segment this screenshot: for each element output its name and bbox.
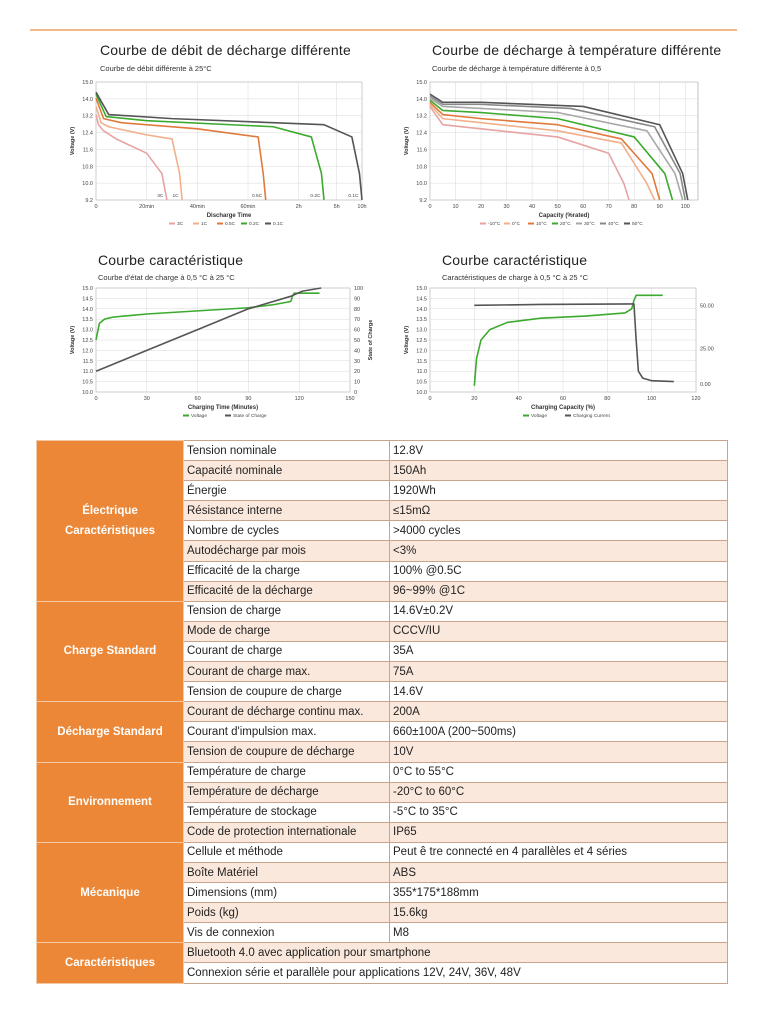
spec-value: IP65 [390, 822, 728, 842]
y-tick-label: 14.0 [82, 96, 93, 103]
y-axis-label: Voltage (V) [404, 325, 410, 355]
spec-value: 355*175*188mm [390, 883, 728, 903]
spec-value: 14.6V±0.2V [390, 601, 728, 621]
y-tick-label: 11.5 [416, 358, 427, 365]
table-row [37, 762, 728, 782]
y-tick-label: 13.2 [416, 113, 427, 120]
feature-cell: Bluetooth 4.0 avec application pour smartphone [184, 943, 728, 963]
legend-item [624, 221, 643, 227]
y-tick-label: 11.6 [416, 147, 427, 154]
spec-value: ABS [390, 862, 728, 882]
section-header [37, 702, 184, 762]
x-tick-label: 60 [559, 396, 567, 402]
spec-value: -20°C to 60°C [390, 782, 728, 802]
section-header [37, 762, 184, 842]
section-header-line: Caractéristiques [64, 524, 156, 537]
x-axis-label: Discharge Time [206, 213, 252, 219]
curve-annotation: 0.1C [348, 193, 359, 199]
x-tick-label: 40 [529, 204, 536, 210]
legend-label: 0.2C [249, 222, 260, 227]
y-tick-label: 12.0 [82, 348, 93, 355]
y2-tick-label: 30 [354, 358, 361, 365]
y-tick-label: 10.5 [82, 379, 93, 386]
spec-label: Mode de charge [184, 621, 390, 641]
chart-subtitle: Courbe d'état de charge à 0,5 °C à 25 °C [98, 273, 235, 282]
section-header-line: Mécanique [80, 886, 140, 899]
legend-label: State of Charge [233, 414, 267, 419]
spec-value: 96~99% @1C [390, 581, 728, 601]
y-tick-label: 13.5 [82, 317, 93, 324]
spec-label: Tension de coupure de décharge [184, 742, 390, 762]
spec-value: ≤15mΩ [390, 501, 728, 521]
plot-area [430, 82, 698, 200]
legend-item [241, 221, 260, 227]
spec-value: 660±100A (200~500ms) [390, 722, 728, 742]
temperature-discharge-chart [400, 40, 745, 245]
state-of-charge-chart [60, 250, 380, 430]
legend-item [217, 221, 236, 227]
x-tick-label: 5h [333, 204, 340, 210]
y-tick-label: 9.2 [419, 198, 427, 204]
table-row [37, 943, 728, 963]
table-row [37, 842, 728, 862]
y-tick-label: 12.5 [82, 338, 93, 344]
spec-label: Efficacité de la charge [184, 561, 390, 581]
spec-value: 10V [390, 742, 728, 762]
spec-label: Courant de charge [184, 641, 390, 661]
spec-value: -5°C to 35°C [390, 802, 728, 822]
spec-label: Résistance interne [184, 501, 390, 521]
x-tick-label: 0 [94, 396, 98, 402]
x-tick-label: 120 [691, 396, 701, 402]
specifications-table [36, 440, 728, 984]
spec-value: >4000 cycles [390, 521, 728, 541]
feature-cell: Connexion série et parallèle pour applications 12V, 24V, 36V, 48V [184, 963, 728, 983]
y-tick-label: 10.0 [82, 181, 93, 188]
legend-item [600, 221, 619, 227]
spec-label: Courant de décharge continu max. [184, 702, 390, 722]
x-tick-label: 30 [503, 204, 510, 210]
y-tick-label: 11.6 [82, 147, 93, 154]
spec-label: Température de décharge [184, 782, 390, 802]
spec-value: 75A [390, 662, 728, 682]
legend-label: 40°C [608, 222, 619, 227]
spec-value: 14.6V [390, 682, 728, 702]
table-row [37, 702, 728, 722]
section-header-line: Décharge Standard [57, 725, 163, 738]
top-divider [30, 29, 737, 31]
x-tick-label: 2h [295, 204, 302, 210]
x-tick-label: 120 [294, 396, 304, 402]
x-axis-label: Capacity (%rated) [538, 213, 590, 219]
legend-item [225, 413, 267, 419]
curve-annotation: 0.5C [252, 193, 263, 199]
y-tick-label: 13.2 [82, 113, 93, 120]
y-tick-label: 11.0 [82, 369, 93, 376]
x-tick-label: 100 [647, 396, 657, 402]
y-tick-label: 10.0 [82, 390, 93, 396]
y2-tick-label: 25.00 [700, 346, 714, 353]
curve-annotation: 1C [172, 193, 179, 199]
spec-value: 100% @0.5C [390, 561, 728, 581]
section-header-line: Charge Standard [63, 645, 157, 658]
x-tick-label: 70 [605, 204, 612, 210]
table-row [37, 601, 728, 621]
legend-label: 50°C [632, 222, 643, 227]
spec-label: Poids (kg) [184, 903, 390, 923]
y-tick-label: 13.5 [416, 317, 427, 324]
legend-item [523, 413, 547, 419]
x-tick-label: 90 [245, 396, 252, 402]
legend-item [528, 221, 547, 227]
y2-tick-label: 40 [354, 348, 361, 355]
x-tick-label: 90 [656, 204, 663, 210]
y-tick-label: 12.4 [416, 130, 427, 137]
y2-tick-label: 90 [354, 296, 361, 303]
y-tick-label: 10.8 [82, 164, 93, 171]
y-tick-label: 14.0 [416, 96, 427, 103]
y2-tick-label: 70 [354, 317, 361, 324]
x-tick-label: 50 [554, 204, 561, 210]
chart-title: Courbe de décharge à température différente [432, 42, 722, 58]
y-tick-label: 14.5 [82, 296, 93, 303]
legend-label: 0.1C [273, 222, 284, 227]
y-tick-label: 15.0 [82, 286, 93, 292]
spec-label: Code de protection internationale [184, 822, 390, 842]
section-header-line: Caractéristiques [64, 956, 156, 969]
x-tick-label: 40min [189, 204, 205, 210]
section-header-line: Électrique [82, 504, 138, 517]
x-axis-label: Charging Capacity (%) [530, 405, 596, 411]
spec-value: 200A [390, 702, 728, 722]
y-tick-label: 14.5 [416, 296, 427, 303]
spec-value: 1920Wh [390, 481, 728, 501]
spec-value: 12.8V [390, 441, 728, 461]
legend-label: -10°C [488, 222, 501, 227]
y2-tick-label: 0 [354, 390, 358, 396]
legend-label: Charging Current [573, 414, 610, 419]
spec-label: Vis de connexion [184, 923, 390, 943]
spec-label: Efficacité de la décharge [184, 581, 390, 601]
chart-title: Courbe caractéristique [442, 252, 588, 268]
y2-tick-label: 50 [354, 338, 361, 344]
spec-label: Tension de coupure de charge [184, 682, 390, 702]
x-tick-label: 80 [631, 204, 638, 210]
y-tick-label: 10.0 [416, 181, 427, 188]
x-tick-label: 40 [515, 396, 522, 402]
legend-item [193, 221, 208, 227]
y-tick-label: 12.4 [82, 130, 93, 137]
section-header [37, 441, 184, 602]
x-tick-label: 60 [580, 204, 587, 210]
section-header [37, 943, 184, 983]
x-tick-label: 0 [94, 204, 98, 210]
curve-annotation: 3C [157, 193, 164, 199]
section-header [37, 842, 184, 942]
y-axis-label: Voltage (V) [70, 325, 76, 355]
x-tick-label: 150 [345, 396, 355, 402]
spec-label: Tension de charge [184, 601, 390, 621]
y2-axis-label: State of Charge [368, 319, 374, 361]
spec-label: Courant de charge max. [184, 662, 390, 682]
spec-label: Capacité nominale [184, 461, 390, 481]
y-tick-label: 13.0 [82, 327, 93, 334]
chart-svg [60, 284, 380, 430]
legend-label: Voltage [191, 414, 208, 419]
charging-characteristic-chart [400, 250, 745, 430]
legend-item [480, 221, 501, 227]
x-tick-label: 100 [680, 204, 690, 210]
legend-label: 20°C [560, 222, 571, 227]
legend-item [169, 221, 184, 227]
spec-value: <3% [390, 541, 728, 561]
y-axis-label: Voltage (V) [404, 126, 410, 156]
spec-label: Boîte Matériel [184, 862, 390, 882]
legend-item [552, 221, 571, 227]
spec-label: Nombre de cycles [184, 521, 390, 541]
legend-label: 30°C [584, 222, 595, 227]
chart-subtitle: Courbe de débit différente à 25°C [100, 64, 212, 73]
y2-tick-label: 100 [354, 286, 364, 292]
chart-subtitle: Courbe de décharge à température différente à 0,5 [432, 64, 602, 73]
spec-label: Énergie [184, 481, 390, 501]
spec-value: M8 [390, 923, 728, 943]
spec-label: Cellule et méthode [184, 842, 390, 862]
legend-label: 0.5C [225, 222, 236, 227]
x-tick-label: 80 [604, 396, 611, 402]
y-axis-label: Voltage (V) [70, 126, 76, 156]
y-tick-label: 15.0 [416, 80, 427, 86]
x-tick-label: 20 [477, 204, 485, 210]
y-tick-label: 14.0 [82, 306, 93, 313]
x-tick-label: 60 [194, 396, 201, 402]
legend-label: 0°C [512, 222, 521, 227]
y-tick-label: 15.0 [82, 80, 93, 86]
y-tick-label: 11.0 [416, 369, 427, 376]
legend-label: 3C [177, 222, 184, 227]
legend-item [504, 221, 521, 227]
spec-value: 150Ah [390, 461, 728, 481]
x-tick-label: 20 [471, 396, 478, 402]
table-row [37, 441, 728, 461]
legend-label: 1C [201, 222, 208, 227]
y-tick-label: 12.5 [416, 338, 427, 344]
section-header [37, 601, 184, 701]
x-tick-label: 0 [428, 204, 432, 210]
y-tick-label: 10.8 [416, 164, 427, 171]
legend-label: 10°C [536, 222, 547, 227]
x-tick-label: 30 [143, 396, 150, 402]
legend-item [576, 221, 595, 227]
chart-svg [400, 76, 745, 245]
spec-label: Température de stockage [184, 802, 390, 822]
x-axis-label: Charging Time (Minutes) [187, 405, 259, 411]
legend-item [565, 413, 610, 419]
y-tick-label: 9.2 [85, 198, 93, 204]
spec-label: Température de charge [184, 762, 390, 782]
y2-tick-label: 60 [354, 327, 361, 334]
spec-value: Peut ê tre connecté en 4 parallèles et 4 séries [390, 842, 728, 862]
legend-item [265, 221, 284, 227]
chart-subtitle: Caractéristiques de charge à 0,5 °C à 25 °C [442, 273, 589, 282]
spec-label: Tension nominale [184, 441, 390, 461]
discharge-rate-chart [60, 40, 380, 245]
y-tick-label: 10.0 [416, 390, 427, 396]
spec-value: 0°C to 55°C [390, 762, 728, 782]
chart-svg [400, 284, 745, 430]
section-header-line: Environnement [68, 796, 152, 809]
legend-item [183, 413, 207, 419]
y2-tick-label: 50.00 [700, 303, 714, 310]
x-tick-label: 60min [240, 204, 256, 210]
y-tick-label: 15.0 [416, 286, 427, 292]
y2-tick-label: 10 [354, 379, 361, 386]
spec-value: 15.6kg [390, 903, 728, 923]
x-tick-label: 10 [452, 204, 459, 210]
spec-value: CCCV/IU [390, 621, 728, 641]
y-tick-label: 13.0 [416, 327, 427, 334]
y-tick-label: 12.0 [416, 348, 427, 355]
chart-title: Courbe de débit de décharge différente [100, 42, 351, 58]
y-tick-label: 11.5 [82, 358, 93, 365]
curve-annotation: 0.2C [310, 193, 321, 199]
spec-value: 35A [390, 641, 728, 661]
chart-svg [60, 76, 380, 245]
y2-tick-label: 20 [354, 369, 361, 376]
y2-tick-label: 0.00 [700, 382, 711, 388]
y2-tick-label: 80 [354, 306, 361, 313]
x-tick-label: 0 [428, 396, 432, 402]
spec-label: Autodécharge par mois [184, 541, 390, 561]
y-tick-label: 14.0 [416, 306, 427, 313]
x-tick-label: 10h [357, 204, 367, 210]
legend-label: Voltage [531, 414, 548, 419]
x-tick-label: 20min [139, 204, 155, 210]
spec-label: Courant d'impulsion max. [184, 722, 390, 742]
chart-title: Courbe caractéristique [98, 252, 244, 268]
spec-label: Dimensions (mm) [184, 883, 390, 903]
y-tick-label: 10.5 [416, 379, 427, 386]
